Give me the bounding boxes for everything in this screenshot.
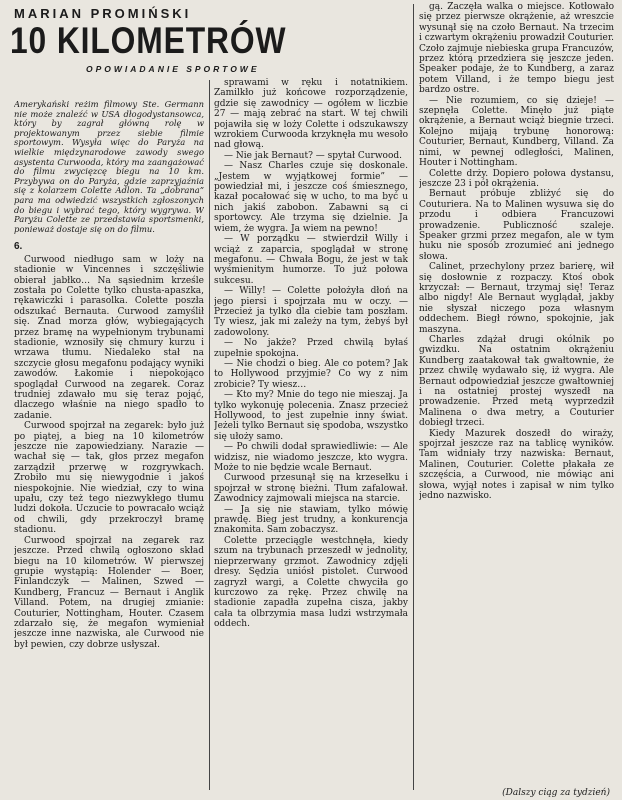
paragraph: — Kto my? Mnie do tego nie mieszaj. Ja tylko wykonuję polecenia. Znasz przecież Hollywood, to jest zupełnie inny świat. Jeżeli tylko Bernaut się spodoba, wszystko się ułoży samo. (214, 390, 408, 442)
paragraph: — Nasz Charles czuje się doskonale. „Jestem w wyjątkowej formie” — powiedział mi, i jeszcze coś śmiesznego, kazał pocałować się w ucho, to ma być u nich jakiś zabobon. Zabawni są ci sportowcy. Ale trzyma się dzielnie. Ja wiem, że wygra. Ja wiem na pewno! (214, 161, 408, 234)
column-divider (209, 80, 210, 790)
paragraph: gą. Zaczęła walka o miejsce. Kotłowało się przez pierwsze okrążenie, aż wreszcie wysunął się na czoło Bernaut. Na trzecim i czwartym okrążeniu prowadził Couturier. Czoło zajmuje niebieska grupa Francuzów, przez którą przedziera się jeszcze jeden. Speaker podaje, że to Kundberg, a zaraz potem Villand, i że tempo biegu jest bardzo ostre. (419, 2, 614, 96)
column-divider (413, 4, 414, 790)
chapter-number: 6. (14, 241, 23, 253)
paragraph: Curwood przesunął się na krzesełku i spojrzał w stronę bieżni. Tłum zafalował. Zawodnicy zajmowali miejsca na starcie. (214, 473, 408, 505)
paragraph: Curwood niedługo sam w loży na stadionie w Vincennes i szczęśliwie obierał jabłko… Na sąsiednim krześle została po Colette tylko chusta-apaszka, rękawiczki i parasolka. Colette poszła odszukać Bernauta. Curwood zamyślił się. Znad morza głów, wybiegających przez bramę na wypełnionym trybunami stadionie, wznosiły się chmury kurzu i wrzawa tłumu. Niedaleko stał na szczycie głosu megafonu podający wyniki zawodów. Łakomie i niepokojąco spoglądał Curwood na zegarek. Coraz trudniej zdawało mu się teraz pojąć, dlaczego właśnie na niego spadło to zadanie. (14, 254, 204, 421)
paragraph: — Nie chodzi o bieg. Ale co potem? Jak to Hollywood przyjmie? Co wy z nim zrobicie? Ty wiesz… (214, 358, 408, 390)
paragraph: Kiedy Mazurek doszedł do wiraży, spojrzał jeszcze raz na tablicę wyników. Tam widniały trzy nazwiska: Bernaut, Malinen, Couturier. Colette płakała ze szczęścia, a Curwood, nie mówiąc ani słowa, wyjął notes i zapisał w nim tylko jedno nazwisko. (419, 428, 614, 502)
paragraph: Curwood spojrzał na zegarek raz jeszcze. Przed chwilą ogłoszono skład biegu na 10 kilometrów. W pierwszej grupie wystąpią: Holender — Boer, Finlandczyk — Malinen, Szwed — Kundberg, Francuz — Bernaut i Anglik Villand. Potem, na drugiej zmianie: Couturier, Nottingham, Houter. Czasem zdarzało się, że megafon wymieniał jeszcze inne nazwiska, ale Curwood nie był pewien, czy dobrze usłyszał. (14, 535, 204, 650)
story-recap: Amerykański reżim filmowy Ste. Germann nie może znaleźć w USA dłogodystansowca, który by zagrał główną rolę w projektowanym przez siebie filmie sportowym. Wysyła więc do Paryża na wielkie międzynarodowe zawody swego asystenta Curwooda, który ma zaangażować do filmu zwycięzcę biegu na 10 km. Przybywa on do Paryża, gdzie zaprzyjaźnia się z kolarzem Colette Adlon. Ta „dobrana” para ma odwiedzić wszystkich zgłoszonych do biegu i wybrać tego, który wygrywa. W Paryżu Colette ze przedstawia sportsmenki, ponieważ dostaje się on do filmu. (14, 100, 204, 234)
paragraph: sprawami w ręku i notatnikiem. Zamilkło już końcowe rozporządzenie, gdzie się zawodnicy — ogółem w liczbie 27 — mają zebrać na start. W tej chwili pojawiła się w loży Colette i odszukawszy wzrokiem Curwooda krzyknęła mu wesoło nad głową. (214, 78, 408, 151)
paragraph: — W porządku — stwierdził Willy i wciąż z zaparcia, spoglądał w stronę megafonu. — Chwała Bogu, że jest w tak wyśmienitym humorze. To już połowa sukcesu. (214, 234, 408, 286)
text-column-1 (14, 100, 204, 790)
paragraph: — No jakże? Przed chwilą byłaś zupełnie spokojna. (214, 338, 408, 359)
paragraph: Curwood spojrzał na zegarek: było już po piątej, a bieg na 10 kilometrów jeszcze nie zapowiedziany. Narazie — wachał się — tak, głos przez megafon zarządził przerwę w rozgrywkach. Zrobiło mu się niewygodnie i jakoś niespokojnie. Nie wiedział, czy to wina upału, czy też tego niezwykłego tłumu ludzi dokoła. Uczucie to powracało wciąż od chwili, gdy przekroczył bramę stadionu. (14, 421, 204, 536)
paragraph: Charles zdążał drugi okólnik po gwizdku. Na ostatnim okrążeniu Kundberg zaatakował tak gwałtownie, że przez chwilę wydawało się, iż wygra. Ale Bernaut odpowiedział jeszcze gwałtowniej i na ostatniej prostej wyszedł na prowadzenie. Przed metą wyprzedził Malinena o dwa metry, a Couturier dobiegł trzeci. (419, 335, 614, 429)
paragraph: — Nie jak Bernaut? — spytał Curwood. (224, 150, 403, 161)
paragraph: — Nie rozumiem, co się dzieje! — szepnęła Colette. Minęło już piąte okrążenie, a Bernaut wciąż biegnie trzeci. Kolejno mijają trybunę honorową: Couturier, Bernaut, Kundberg, Villand. Za nimi, w pewnej odległości, Malinen, Houter i Nottingham. (419, 95, 614, 169)
paragraph: — Po chwili dodał sprawiedliwie: — Ale widzisz, nie wiadomo jeszcze, kto wygra. Może to nie będzie wcale Bernaut. (214, 442, 408, 474)
story-title: 10 KILOMETRÓW (10, 20, 287, 61)
text-column-2 (214, 78, 408, 790)
paragraph: Colette drży. Dopiero połowa dystansu, jeszcze 23 i pół okrążenia. (419, 168, 614, 189)
paragraph: — Willy! — Colette położyła dłoń na jego piersi i spojrzała mu w oczy. — Przecież ja tylko dla ciebie tam poszłam. Ty wiesz, jak mi zależy na tym, żebyś był zadowolony. (214, 286, 408, 338)
story-subtitle: OPOWIADANIE SPORTOWE (86, 64, 260, 74)
text-column-3 (419, 2, 614, 787)
author-name: MARIAN PROMIŃSKI (14, 6, 192, 21)
paragraph: — Ja się nie stawiam, tylko mówię prawdę. Bieg jest trudny, a konkurencja znakomita. Sam zobaczysz. (214, 504, 408, 536)
paragraph: Bernaut próbuje zbliżyć się do Couturiera. Na to Malinen wysuwa się do przodu i odbiera Francuzowi prowadzenie. Publiczność szaleje. Speaker grzmi przez megafon, ale w tym huku nie sposób zrozumieć ani jednego słowa. (419, 189, 614, 262)
paragraph: Calinet, przechylony przez barierę, wił się dosłownie z rozpaczy. Ktoś obok krzyczał: — Bernaut, trzymaj się! Teraz albo nigdy! Ale Bernaut wyglądał, jakby nie słyszał niczego poza własnym oddechem. Biegł równo, spokojnie, jak maszyna. (419, 262, 614, 335)
continued-note: (Dalszy ciąg za tydzień) (502, 788, 610, 798)
paragraph: Colette przeciągle westchnęła, kiedy szum na trybunach przeszedł w jednolity, nieprzerwany grzmot. Zawodnicy zdjęli dresy. Sędzia uniósł pistolet. Curwood zagryzł wargi, a Colette chwyciła go kurczowo za rękę. Przez chwilę na stadionie zapadła zupełna cisza, jakby cała ta olbrzymia masa ludzi wstrzymała oddech. (214, 535, 408, 630)
